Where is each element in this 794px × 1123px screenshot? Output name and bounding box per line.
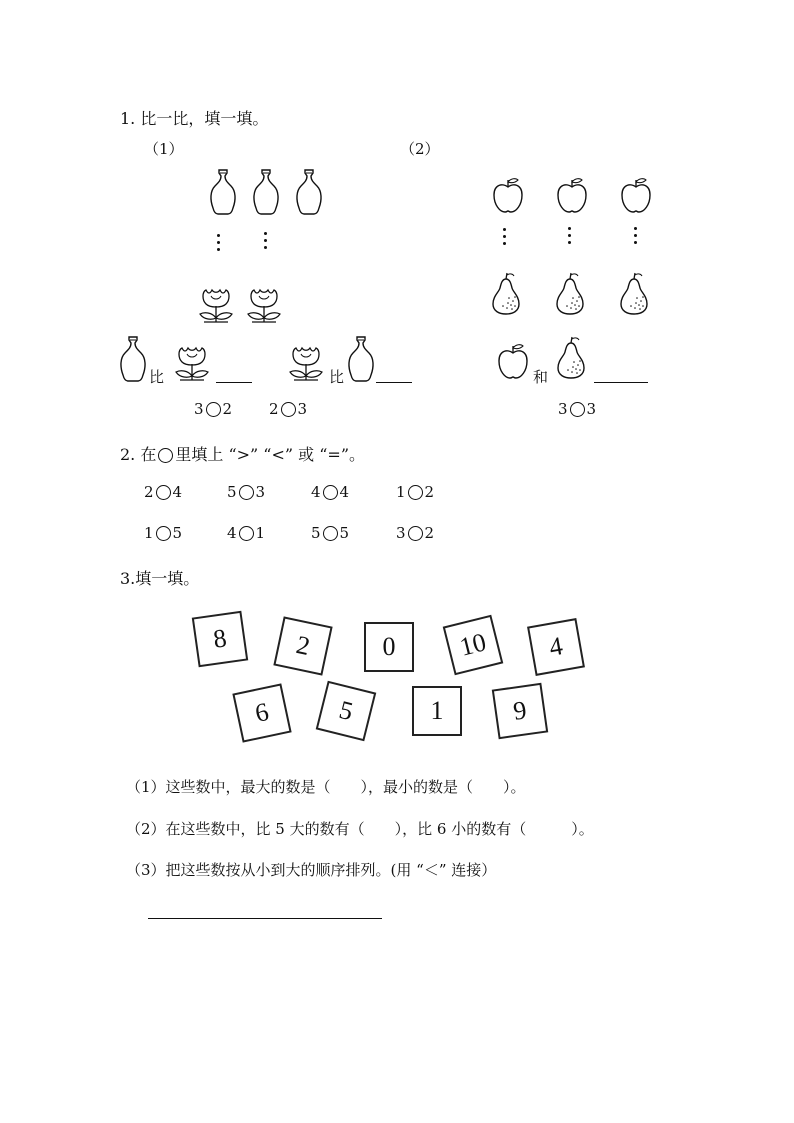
- compare-item: 3 3: [558, 400, 597, 418]
- number-card: 8: [192, 611, 248, 667]
- answer-circle[interactable]: [156, 526, 171, 541]
- apple-icon: [619, 177, 653, 215]
- pear-icon: [553, 272, 587, 316]
- q1-title: 1. 比一比，填一填。: [120, 109, 269, 128]
- q3-sub1: （1）这些数中，最大的数是（ ），最小的数是（ ）。: [126, 778, 526, 796]
- tulip-icon: [286, 342, 326, 382]
- compare-item: 5 5: [311, 524, 350, 542]
- pear-icon: [554, 336, 588, 380]
- compare-item: 1 5: [144, 524, 183, 542]
- q1-part1-label: （1）: [144, 140, 184, 158]
- apple-icon: [496, 343, 530, 381]
- vase-icon: [208, 168, 238, 216]
- number-card: 4: [527, 618, 585, 676]
- vase-icon: [346, 335, 376, 383]
- compare-item: 2 3: [269, 400, 308, 418]
- number-card: 9: [492, 683, 548, 739]
- answer-circle[interactable]: [156, 485, 171, 500]
- answer-circle[interactable]: [408, 526, 423, 541]
- q2-title: 2. 在 里填上 “>” “<” 或 “=”。: [120, 445, 366, 464]
- q3-title: 3.填一填。: [120, 569, 200, 588]
- number-card: 1: [412, 686, 462, 736]
- number-card: 0: [364, 622, 414, 672]
- match-dots: [634, 227, 638, 248]
- compare-item: 5 3: [227, 483, 266, 501]
- compare-item: 4 1: [227, 524, 266, 542]
- answer-blank[interactable]: [376, 382, 412, 383]
- answer-circle[interactable]: [323, 485, 338, 500]
- tulip-icon: [244, 284, 284, 324]
- compare-item: 4 4: [311, 483, 350, 501]
- compare-item: 3 2: [396, 524, 435, 542]
- answer-circle[interactable]: [323, 526, 338, 541]
- number-card: 5: [316, 681, 377, 742]
- q1-part2-label: （2）: [400, 140, 440, 158]
- circle-icon: [158, 448, 173, 463]
- vase-icon: [251, 168, 281, 216]
- match-dots: [217, 234, 221, 255]
- answer-blank[interactable]: [216, 382, 252, 383]
- q3-sub3: （3）把这些数按从小到大的顺序排列。(用 “＜” 连接）: [126, 861, 497, 879]
- answer-circle[interactable]: [570, 402, 585, 417]
- q3-sub2: （2）在这些数中，比 5 大的数有（ ），比 6 小的数有（ ）。: [126, 820, 594, 838]
- number-card: 10: [443, 615, 504, 676]
- compare-word-he: 和: [533, 368, 549, 386]
- answer-circle[interactable]: [408, 485, 423, 500]
- answer-circle[interactable]: [239, 485, 254, 500]
- match-dots: [503, 228, 507, 249]
- compare-word-bi: 比: [329, 368, 345, 386]
- compare-item: 2 4: [144, 483, 183, 501]
- answer-blank[interactable]: [594, 382, 648, 383]
- number-card: 2: [273, 616, 332, 675]
- pear-icon: [617, 272, 651, 316]
- number-card: 6: [232, 683, 291, 742]
- pear-icon: [489, 272, 523, 316]
- apple-icon: [491, 177, 525, 215]
- vase-icon: [118, 335, 148, 383]
- answer-circle[interactable]: [239, 526, 254, 541]
- vase-icon: [294, 168, 324, 216]
- compare-item: 3 2: [194, 400, 233, 418]
- answer-circle[interactable]: [206, 402, 221, 417]
- match-dots: [264, 232, 268, 253]
- answer-circle[interactable]: [281, 402, 296, 417]
- compare-word-bi: 比: [149, 368, 165, 386]
- tulip-icon: [196, 284, 236, 324]
- answer-line[interactable]: [148, 918, 382, 919]
- tulip-icon: [172, 342, 212, 382]
- compare-item: 1 2: [396, 483, 435, 501]
- apple-icon: [555, 177, 589, 215]
- match-dots: [568, 227, 572, 248]
